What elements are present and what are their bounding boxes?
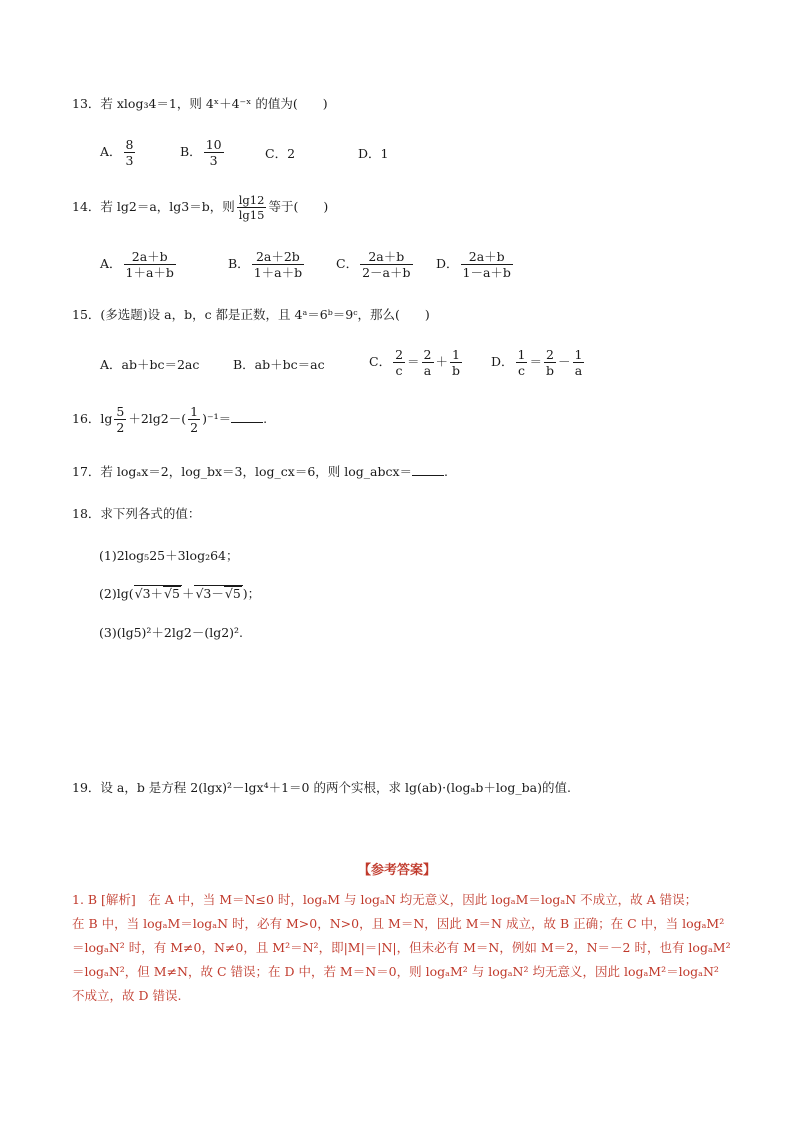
numerator: 1 [450, 348, 462, 363]
numerator: 5 [116, 404, 125, 419]
denominator: 2 [190, 420, 199, 436]
denominator: c [518, 363, 526, 379]
numerator: 10 [205, 137, 222, 152]
q13-option-c: C．2 [265, 146, 296, 161]
denominator: 1－a＋b [462, 265, 511, 281]
fraction [393, 348, 405, 377]
q16-line [72, 405, 267, 434]
fraction [114, 405, 126, 434]
option-label: B． [180, 144, 202, 160]
numerator: 2 [395, 347, 404, 362]
denominator: c [395, 363, 403, 379]
q15-option-a: A．ab＋bc＝2ac [100, 357, 200, 372]
denominator: a [574, 363, 583, 379]
q14-stem [72, 194, 328, 221]
option-label: D． [436, 256, 459, 272]
q18-part-3: (3)(lg5)²＋2lg2－(lg2)². [99, 625, 244, 640]
option-label: A． [100, 256, 122, 272]
numerator: 1 [190, 404, 199, 419]
fraction [124, 138, 136, 167]
numerator: 2a＋b [360, 250, 412, 265]
minus-sign: － [558, 354, 571, 370]
q13-option-a [100, 138, 137, 167]
numerator: 2a＋b [461, 250, 513, 265]
q18-part-1: (1)2log₅25＋3log₂64； [99, 548, 239, 563]
answer-line: 不成立，故 D 错误. [72, 988, 182, 1003]
q18-part-2 [99, 585, 260, 602]
option-label: B． [228, 256, 250, 272]
q14-option-b [228, 250, 306, 279]
denominator: lg15 [238, 208, 265, 223]
denominator: 3 [209, 153, 218, 169]
numerator: 1 [517, 347, 526, 362]
radicand-part: 3＋ [142, 586, 164, 601]
q13-option-b [180, 138, 226, 167]
option-label: D． [491, 354, 514, 370]
plus-sign: ＋ [181, 586, 195, 601]
numerator: 2 [544, 348, 556, 363]
answer-line: ＝logₐN²，但 M≠N，故 C 错误；在 D 中，若 M＝N＝0，则 logₐM² 与 logₐN² 均无意义，因此 logₐM²＝logₐN² [72, 964, 719, 979]
option-label: C． [336, 256, 359, 272]
fraction [573, 348, 585, 377]
answer-line: ＝logₐN² 时，有 M≠0，N≠0，且 M²＝N²，即|M|＝|N|，但未必有 M＝N，例如 M＝2，N＝－2 时，也有 logₐM² [72, 940, 731, 955]
denominator: 1＋a＋b [253, 265, 303, 281]
denominator: 2 [116, 420, 125, 436]
denominator: a [423, 363, 432, 379]
q16-mid: ＋2lg2－( [128, 411, 187, 427]
sqrt-inner: √5 [164, 586, 180, 601]
option-label: A． [100, 144, 122, 160]
q17-text: 17．若 logₐx＝2，log_bx＝3，log_cx＝6，则 log_abcx＝ [72, 464, 413, 479]
option-label: C． [369, 354, 392, 370]
fraction [237, 194, 267, 221]
q15-stem: 15．(多选题)设 a，b，c 都是正数，且 4ᵃ＝6ᵇ＝9ᶜ，那么( ) [72, 307, 430, 322]
answer-line: 1. B [解析] 在 A 中，当 M＝N≤0 时，logₐM 与 logₐN 均无意义，因此 logₐM＝logₐN 不成立，故 A 错误； [72, 892, 698, 907]
q16-pre: 16．lg [72, 411, 113, 427]
radicand-part: 3－ [203, 586, 224, 601]
answer-body [72, 888, 732, 1008]
equals-sign: ＝ [407, 354, 420, 370]
answer-blank [412, 463, 444, 476]
radicand-part: 5 [232, 586, 241, 601]
numerator: lg12 [238, 193, 265, 207]
radicand-part: 5 [171, 586, 180, 601]
fraction [544, 348, 556, 377]
denominator: 1＋a＋b [125, 265, 174, 281]
q14-option-d [436, 250, 515, 279]
q18-p2-post: )； [242, 586, 261, 601]
numerator: 2 [423, 347, 432, 362]
q13-option-d: D．1 [358, 146, 389, 161]
equals-sign: ＝ [529, 354, 542, 370]
plus-sign: ＋ [435, 354, 449, 370]
q16-end: . [263, 411, 268, 427]
fraction [252, 250, 304, 279]
q15-option-b: B．ab＋bc＝ac [233, 357, 325, 372]
q14-option-c [336, 250, 415, 279]
q15-option-d [491, 348, 586, 377]
sqrt-inner: √5 [224, 586, 241, 601]
denominator: 3 [125, 153, 134, 169]
fraction [450, 348, 462, 377]
numerator: 2a＋2b [252, 250, 304, 265]
sqrt-radicand: √3－√5 [195, 586, 241, 601]
numerator: 8 [125, 137, 134, 152]
q13-stem: 13．若 xlog₃4＝1，则 4ˣ＋4⁻ˣ 的值为( ) [72, 96, 328, 111]
q18-stem: 18．求下列各式的值： [72, 506, 201, 521]
numerator: 2a＋b [124, 250, 176, 265]
q17-end: . [444, 464, 449, 479]
fraction [188, 405, 200, 434]
q18-p2-pre: (2)lg( [99, 586, 134, 601]
answer-title: 【参考答案】 [357, 863, 436, 878]
denominator: b [452, 363, 461, 379]
fraction [516, 348, 528, 377]
q14-stem-post: 等于( ) [268, 199, 329, 215]
q16-post: )⁻¹＝ [202, 411, 232, 427]
q17-line [72, 463, 448, 480]
fraction [204, 138, 224, 167]
answer-line: 在 B 中，当 logₐM＝logₐN 时，必有 M>0，N>0，且 M＝N，因此 M＝N 成立，故 B 正确；在 C 中，当 logₐM² [72, 916, 725, 931]
numerator: 1 [574, 347, 583, 362]
answer-blank [231, 410, 263, 423]
fraction [461, 250, 513, 279]
q14-option-a [100, 250, 178, 279]
q14-stem-pre: 14．若 lg2＝a，lg3＝b，则 [72, 199, 235, 215]
fraction [360, 250, 412, 279]
fraction [422, 348, 434, 377]
denominator: 2－a＋b [362, 265, 411, 281]
q19-text: 19．设 a，b 是方程 2(lgx)²－lgx⁴＋1＝0 的两个实根，求 lg(ab)·(logₐb＋log_ba)的值. [72, 780, 571, 795]
fraction [124, 250, 176, 279]
q15-option-c [369, 348, 464, 377]
denominator: b [546, 363, 555, 379]
sqrt-radicand: √3＋√5 [134, 586, 180, 601]
